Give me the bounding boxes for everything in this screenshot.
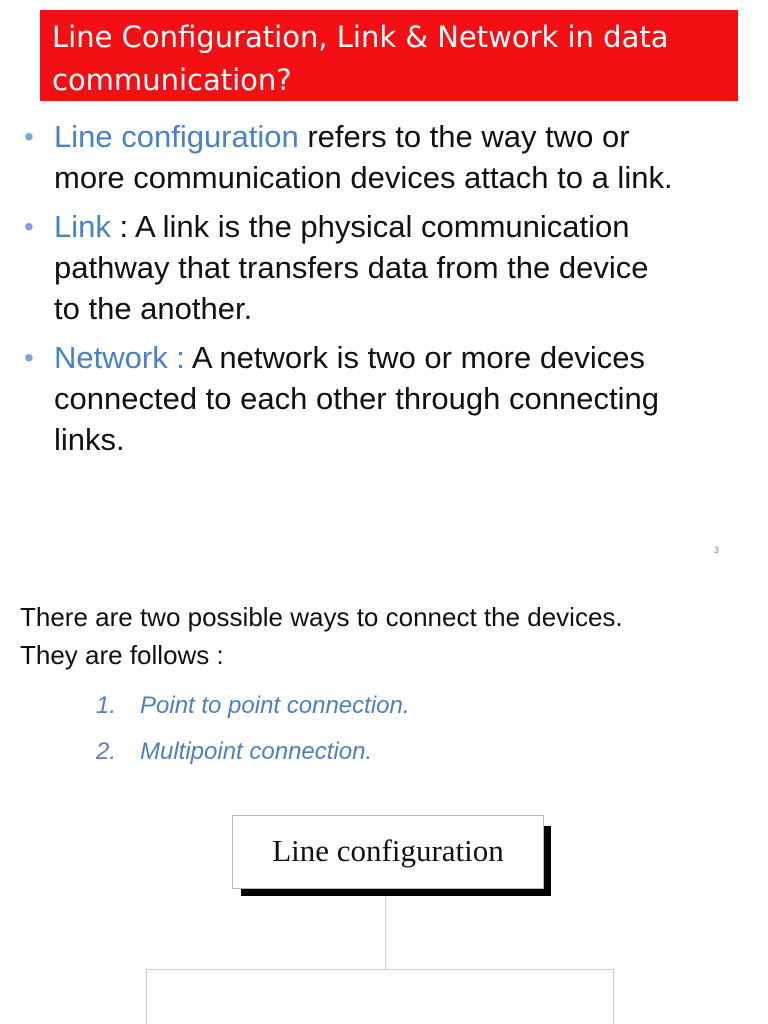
intro-paragraph <box>20 598 750 674</box>
definition-text: refers to the way two or <box>298 119 630 154</box>
slide-title-line-1: Line Configuration, Link & Network in data <box>52 20 669 54</box>
page-number: 3 <box>714 545 720 555</box>
list-number: 2. <box>96 738 117 765</box>
intro-line-1: There are two possible ways to connect the devices. <box>20 602 623 632</box>
term-link: Link <box>54 209 111 244</box>
slide-title-line-2: communication? <box>52 63 292 97</box>
connection-types-list <box>96 683 410 775</box>
list-number: 1. <box>96 692 117 719</box>
list-item <box>96 683 410 729</box>
bullet-network <box>20 337 750 460</box>
diagram-root-node: Line configuration <box>232 815 544 889</box>
bullet-icon: • <box>24 211 34 242</box>
definition-text: pathway that transfers data from the device <box>54 250 649 285</box>
list-item-label: Multipoint connection. <box>140 738 373 765</box>
definition-text: : A link is the physical communication <box>110 209 630 244</box>
list-item-label: Point to point connection. <box>140 692 410 719</box>
term-line-configuration: Line configuration <box>54 119 299 154</box>
definition-text: connected to each other through connecting <box>54 381 659 416</box>
slide-title <box>40 10 738 101</box>
diagram-connector-line <box>385 896 386 970</box>
bullet-icon: • <box>24 121 34 152</box>
definition-text: to the another. <box>54 291 253 326</box>
definition-text: more communication devices attach to a link. <box>54 160 673 195</box>
intro-line-2: They are follows : <box>20 640 224 670</box>
definition-text: links. <box>54 422 125 457</box>
bullet-icon: • <box>24 342 34 373</box>
bullet-line-configuration <box>20 116 750 198</box>
diagram-child-node <box>146 969 614 1024</box>
bullet-link <box>20 206 750 329</box>
definition-list <box>20 116 750 468</box>
term-network: Network : <box>54 340 192 375</box>
list-item <box>96 729 410 775</box>
definition-text: A network is two or more devices <box>191 340 645 375</box>
